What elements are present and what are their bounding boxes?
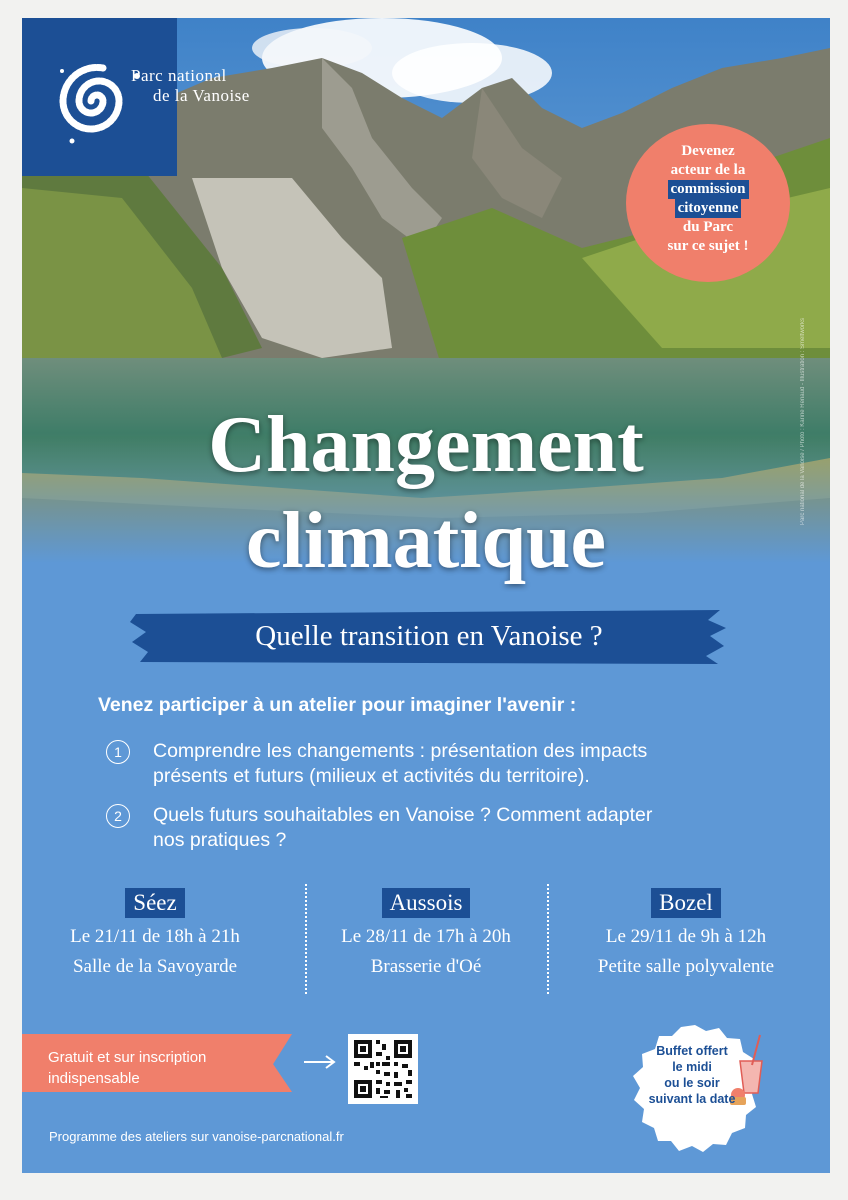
badge-highlight: commission <box>668 180 749 199</box>
park-name <box>131 66 250 106</box>
buffet-text <box>638 1043 746 1107</box>
badge-highlight: citoyenne <box>675 199 742 218</box>
badge-line: sur ce sujet ! <box>667 238 749 254</box>
venue-name: Aussois <box>382 888 471 918</box>
buffet-line: ou le soir <box>664 1076 720 1090</box>
dotted-divider <box>547 884 549 994</box>
registration-text <box>48 1047 206 1089</box>
venue-place: Brasserie d'Oé <box>370 956 482 977</box>
venue-date: Le 28/11 de 17h à 20h <box>341 926 511 947</box>
buffet-line: Buffet offert <box>656 1044 728 1058</box>
poster <box>22 18 830 1173</box>
item-line: Comprendre les changements : présentation des impacts <box>153 740 648 762</box>
qr-code[interactable] <box>348 1034 418 1104</box>
item-line: présents et futurs (milieux et activités du territoire). <box>153 765 590 787</box>
venue-name: Séez <box>125 888 184 918</box>
item-line: Quels futurs souhaitables en Vanoise ? Comment adapter <box>153 804 653 826</box>
buffet-line: le midi <box>672 1060 712 1074</box>
venue-place: Salle de la Savoyarde <box>72 956 238 977</box>
intro-text: Venez participer à un atelier pour imaginer l'avenir : <box>98 694 577 716</box>
venue-date: Le 21/11 de 18h à 21h <box>70 926 240 947</box>
park-name-line1: Parc national <box>131 66 227 85</box>
venue-date: Le 29/11 de 9h à 12h <box>605 926 767 947</box>
badge-line: acteur de la <box>670 162 746 178</box>
subtitle-banner <box>130 606 728 666</box>
main-title-line2: climatique <box>246 497 606 585</box>
step-number: 1 <box>106 740 130 764</box>
arrow-right-icon <box>302 1054 338 1070</box>
registration-line: indispensable <box>48 1070 140 1087</box>
registration-line: Gratuit et sur inscription <box>48 1049 207 1066</box>
qr-code-icon <box>348 1034 418 1104</box>
park-name-line2: de la Vanoise <box>153 86 250 105</box>
venue-seez <box>25 888 285 982</box>
venue-place: Petite salle polyvalente <box>597 956 775 977</box>
step-number: 2 <box>106 804 130 828</box>
subtitle: Quelle transition en Vanoise ? <box>255 620 603 652</box>
main-title-line1: Changement <box>208 401 644 489</box>
citizen-commission-badge <box>626 124 790 282</box>
venue-aussois <box>296 888 556 982</box>
item-line: nos pratiques ? <box>153 829 287 851</box>
badge-line: Devenez <box>681 143 735 159</box>
photo-credit: Parc national de la Vanoise / Photo : Karine Renaud - Illustration : Smeltworks <box>800 318 806 525</box>
venue-name: Bozel <box>651 888 721 918</box>
footer-website[interactable]: Programme des ateliers sur vanoise-parcnational.fr <box>49 1129 344 1144</box>
badge-line: du Parc <box>682 219 734 235</box>
venue-bozel <box>556 888 816 982</box>
buffet-line: suivant la date <box>648 1092 736 1106</box>
